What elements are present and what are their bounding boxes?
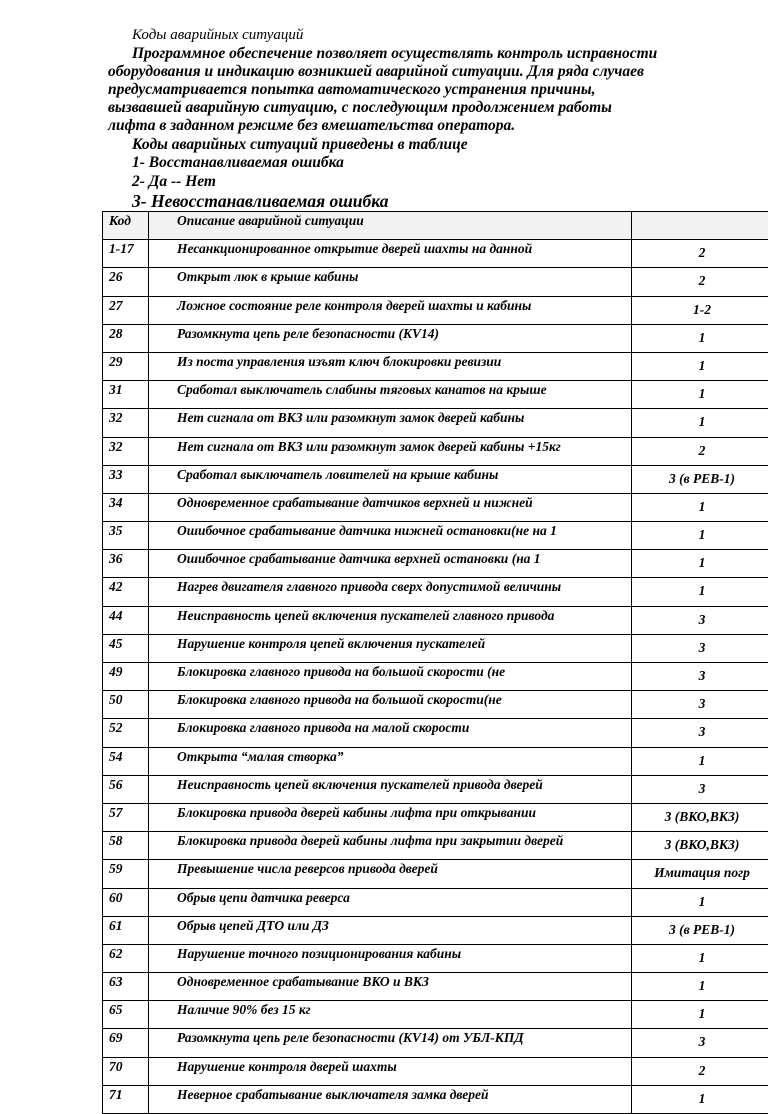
row-code: 57	[103, 803, 149, 831]
table-row	[103, 1057, 768, 1085]
table-row	[103, 916, 768, 944]
table-row	[103, 324, 768, 352]
header-description: Описание аварийной ситуации	[149, 212, 632, 240]
table-row	[103, 663, 768, 691]
row-type: 1	[632, 747, 768, 775]
intro-line: предусматривается попытка автоматического устранения причины,	[108, 81, 758, 99]
row-type: 1	[632, 493, 768, 521]
row-code: 42	[103, 578, 149, 606]
row-type: 2	[632, 437, 768, 465]
row-type: 3	[632, 1029, 768, 1057]
row-code: 58	[103, 832, 149, 860]
table-row	[103, 1001, 768, 1029]
row-description: Разомкнута цепь реле безопасности (KV14) от УБЛ-КПД	[149, 1029, 632, 1057]
row-type: 1	[632, 1001, 768, 1029]
row-code: 71	[103, 1085, 149, 1113]
row-type: 1	[632, 352, 768, 380]
table-header-row	[103, 212, 768, 240]
row-description: Одновременное срабатывание ВКО и ВКЗ	[149, 973, 632, 1001]
row-description: Ошибочное срабатывание датчика нижней остановки(не на 1	[149, 522, 632, 550]
row-code: 50	[103, 691, 149, 719]
row-type: 3	[632, 634, 768, 662]
table-caption: Коды аварийных ситуаций приведены в таблице	[132, 136, 468, 154]
row-description: Блокировка привода дверей кабины лифта при закрытии дверей	[149, 832, 632, 860]
table-row	[103, 888, 768, 916]
row-code: 32	[103, 437, 149, 465]
row-description: Нет сигнала от ВКЗ или разомкнут замок дверей кабины +15кг	[149, 437, 632, 465]
table-row	[103, 381, 768, 409]
row-type: 3	[632, 775, 768, 803]
table-row	[103, 268, 768, 296]
row-type: 3 (в РЕВ-1)	[632, 465, 768, 493]
section-title: Коды аварийных ситуаций	[132, 27, 303, 44]
row-description: Блокировка главного привода на малой скорости	[149, 719, 632, 747]
row-type: 2	[632, 1057, 768, 1085]
table-row	[103, 860, 768, 888]
row-description: Блокировка привода дверей кабины лифта при открывании	[149, 803, 632, 831]
legend-item-2: 2- Да -- Нет	[132, 173, 216, 191]
legend-item-3: 3- Невосстанавливаемая ошибка	[132, 191, 388, 212]
row-code: 36	[103, 550, 149, 578]
row-code: 49	[103, 663, 149, 691]
table-row	[103, 1029, 768, 1057]
legend-item-1: 1- Восстанавливаемая ошибка	[132, 154, 344, 172]
row-type: 1	[632, 1085, 768, 1113]
table-row	[103, 747, 768, 775]
row-type: 3	[632, 691, 768, 719]
table-row	[103, 719, 768, 747]
table-row	[103, 691, 768, 719]
row-description: Неверное срабатывание выключателя замка дверей	[149, 1085, 632, 1113]
table-row	[103, 578, 768, 606]
row-type: 1	[632, 944, 768, 972]
intro-paragraph	[108, 45, 758, 135]
row-description: Нарушение точного позиционирования кабины	[149, 944, 632, 972]
row-code: 59	[103, 860, 149, 888]
row-type: 1	[632, 888, 768, 916]
row-description: Ложное состояние реле контроля дверей шахты и кабины	[149, 296, 632, 324]
table-row	[103, 803, 768, 831]
row-type: 3 (ВКО,ВКЗ)	[632, 832, 768, 860]
row-code: 45	[103, 634, 149, 662]
header-code: Код	[103, 212, 149, 240]
row-code: 33	[103, 465, 149, 493]
table-row	[103, 775, 768, 803]
table-row	[103, 550, 768, 578]
row-type: 1	[632, 409, 768, 437]
row-type: 1-2	[632, 296, 768, 324]
row-description: Обрыв цепей ДТО или ДЗ	[149, 916, 632, 944]
table-row	[103, 1085, 768, 1113]
row-type: 3	[632, 719, 768, 747]
row-description: Нагрев двигателя главного привода сверх допустимой величины	[149, 578, 632, 606]
row-type: 2	[632, 268, 768, 296]
table-row	[103, 832, 768, 860]
table-row	[103, 522, 768, 550]
error-codes-table	[102, 211, 768, 1114]
table-row	[103, 634, 768, 662]
table-row	[103, 296, 768, 324]
row-description: Нарушение контроля дверей шахты	[149, 1057, 632, 1085]
row-code: 63	[103, 973, 149, 1001]
row-type: 3	[632, 606, 768, 634]
row-description: Сработал выключатель слабины тяговых канатов на крыше	[149, 381, 632, 409]
row-description: Неисправность цепей включения пускателей главного привода	[149, 606, 632, 634]
row-code: 70	[103, 1057, 149, 1085]
row-type: 1	[632, 522, 768, 550]
row-code: 54	[103, 747, 149, 775]
row-type: 2	[632, 240, 768, 268]
header-type	[632, 212, 768, 240]
row-code: 35	[103, 522, 149, 550]
row-code: 26	[103, 268, 149, 296]
row-code: 52	[103, 719, 149, 747]
row-type: 3	[632, 663, 768, 691]
table-row	[103, 465, 768, 493]
row-description: Несанкционированное открытие дверей шахты на данной	[149, 240, 632, 268]
row-code: 29	[103, 352, 149, 380]
row-code: 32	[103, 409, 149, 437]
table-row	[103, 493, 768, 521]
row-type: 1	[632, 550, 768, 578]
row-code: 31	[103, 381, 149, 409]
row-description: Блокировка главного привода на большой скорости (не	[149, 663, 632, 691]
row-description: Блокировка главного привода на большой скорости(не	[149, 691, 632, 719]
table-row	[103, 240, 768, 268]
row-description: Нет сигнала от ВКЗ или разомкнут замок дверей кабины	[149, 409, 632, 437]
row-type: 1	[632, 324, 768, 352]
row-code: 28	[103, 324, 149, 352]
row-code: 61	[103, 916, 149, 944]
row-type: 3 (ВКО,ВКЗ)	[632, 803, 768, 831]
table-row	[103, 606, 768, 634]
row-code: 44	[103, 606, 149, 634]
row-description: Из поста управления изъят ключ блокировки ревизии	[149, 352, 632, 380]
row-code: 27	[103, 296, 149, 324]
row-type: 1	[632, 578, 768, 606]
row-code: 69	[103, 1029, 149, 1057]
intro-line: Программное обеспечение позволяет осуществлять контроль исправности	[108, 45, 758, 63]
row-code: 1-17	[103, 240, 149, 268]
row-description: Открыта “малая створка”	[149, 747, 632, 775]
row-type: 1	[632, 973, 768, 1001]
row-code: 34	[103, 493, 149, 521]
intro-line: лифта в заданном режиме без вмешательства оператора.	[108, 117, 758, 135]
row-description: Нарушение контроля цепей включения пускателей	[149, 634, 632, 662]
intro-line: вызвавшей аварийную ситуацию, с последующим продолжением работы	[108, 99, 758, 117]
table-row	[103, 352, 768, 380]
table-row	[103, 409, 768, 437]
table-row	[103, 944, 768, 972]
row-code: 65	[103, 1001, 149, 1029]
intro-line: оборудования и индикацию возникшей аварийной ситуации. Для ряда случаев	[108, 63, 758, 81]
row-description: Неисправность цепей включения пускателей привода дверей	[149, 775, 632, 803]
table-row	[103, 437, 768, 465]
row-description: Наличие 90% без 15 кг	[149, 1001, 632, 1029]
row-code: 56	[103, 775, 149, 803]
row-description: Открыт люк в крыше кабины	[149, 268, 632, 296]
row-description: Ошибочное срабатывание датчика верхней остановки (на 1	[149, 550, 632, 578]
row-description: Разомкнута цепь реле безопасности (KV14)	[149, 324, 632, 352]
row-type: Имитация погр	[632, 860, 768, 888]
row-code: 60	[103, 888, 149, 916]
row-description: Превышение числа реверсов привода дверей	[149, 860, 632, 888]
row-description: Сработал выключатель ловителей на крыше кабины	[149, 465, 632, 493]
row-type: 1	[632, 381, 768, 409]
row-type: 3 (в РЕВ-1)	[632, 916, 768, 944]
row-description: Обрыв цепи датчика реверса	[149, 888, 632, 916]
row-code: 62	[103, 944, 149, 972]
table-row	[103, 973, 768, 1001]
row-description: Одновременное срабатывание датчиков верхней и нижней	[149, 493, 632, 521]
